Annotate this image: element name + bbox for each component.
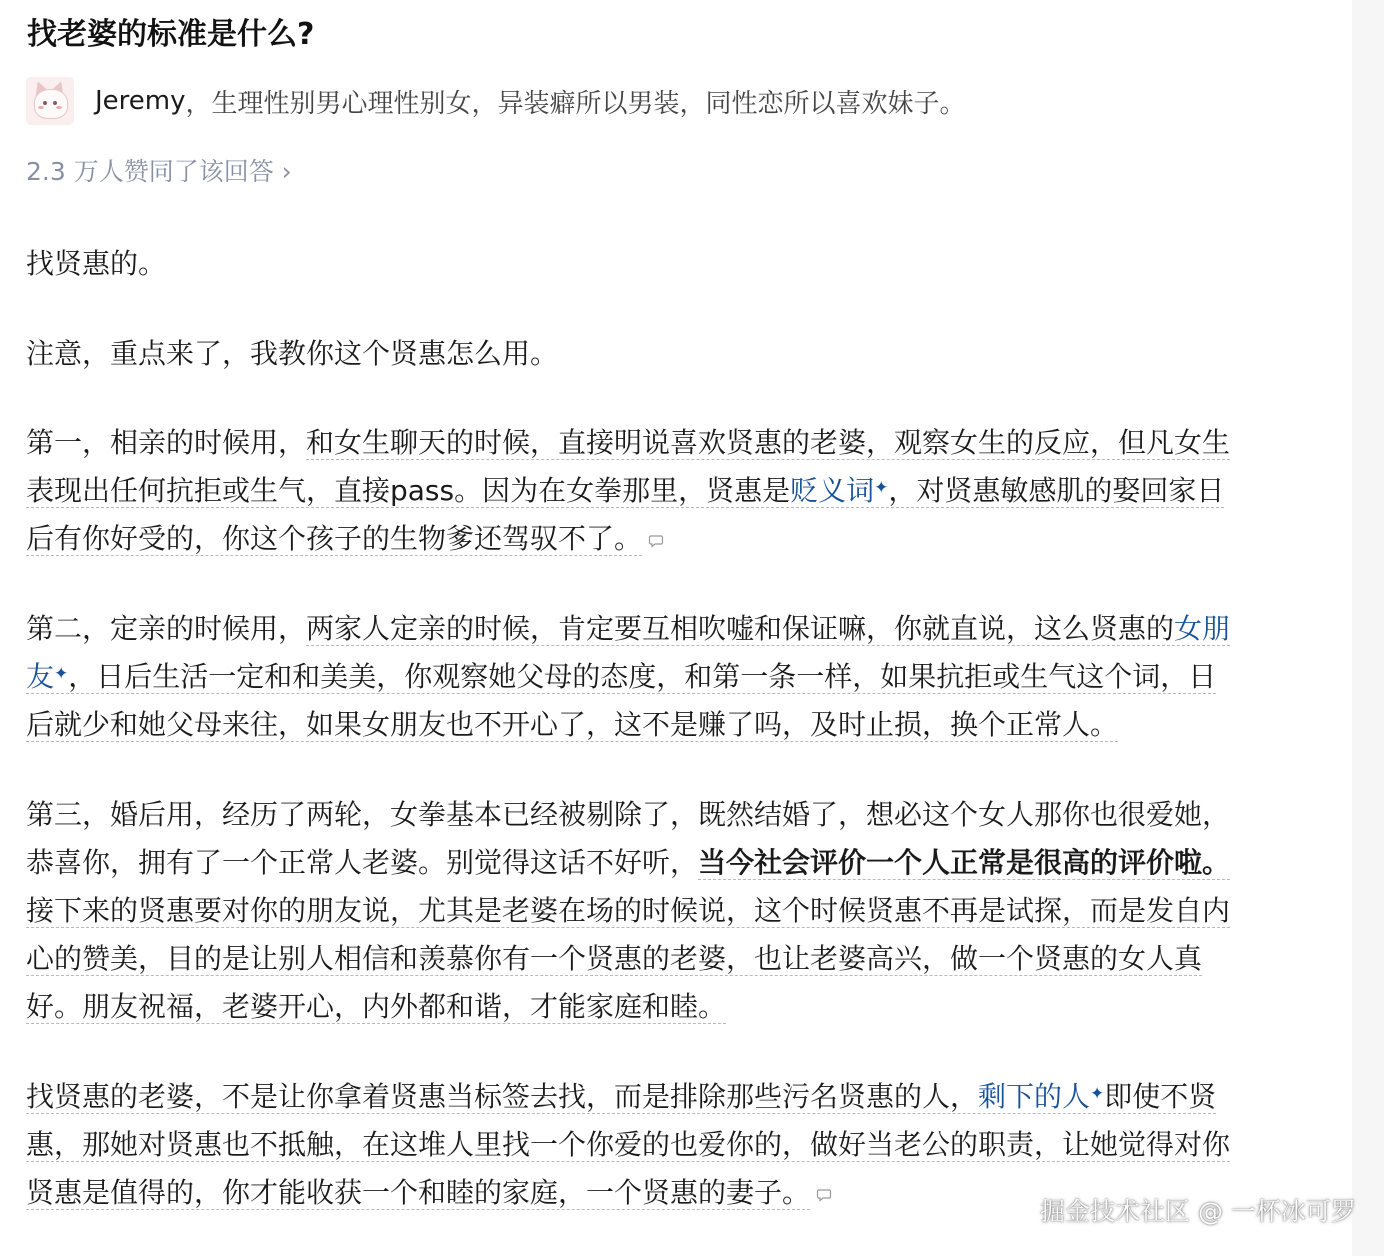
keyword-link-bianyici[interactable]: 贬义词 [790, 474, 875, 507]
author-info [26, 75, 966, 127]
paragraph-text: 即使不贤 [1104, 1080, 1217, 1113]
annotated-text[interactable]: 和女生聊天的时候，直接明说喜欢贤惠的老婆，观察女生的反应，但凡女生 [306, 426, 1231, 459]
paragraph-text: ，日后生活一定和和美美，你观察她父母的态度，和第一条一样，如果抗拒或生气这个词，日 [68, 660, 1217, 693]
annotated-text[interactable] [26, 1080, 1216, 1114]
paragraph-line [26, 515, 1326, 563]
author-bio: ，生理性别男心理性别女，异装癖所以男装，同性恋所以喜欢妹子。 [185, 88, 966, 119]
paragraph-text: 第二，定亲的时候用， [26, 612, 307, 645]
watermark: 掘金技术社区 @ 一杯冰可罗 [1040, 1197, 1356, 1226]
paragraph-line [26, 419, 1326, 467]
avatar-blush [56, 106, 62, 109]
right-scroll-gutter [1352, 0, 1384, 1256]
annotated-text[interactable] [26, 474, 1224, 508]
annotated-text[interactable]: 后就少和她父母来往，如果女朋友也不开心了，这不是赚了吗，及时止损，换个正常人。 [26, 708, 1119, 741]
answer-paragraph-1 [26, 240, 1326, 288]
author-avatar[interactable] [26, 77, 74, 125]
avatar-eye [43, 101, 47, 105]
paragraph-line [26, 701, 1326, 749]
paragraph-text: 两家人定亲的时候，肯定要互相吹嘘和保证嘛，你就直说，这么贤惠的 [306, 612, 1175, 645]
annotated-text[interactable]: 贤惠是值得的，你才能收获一个和睦的家庭，一个贤惠的妻子。 [26, 1176, 811, 1209]
avatar-blush [38, 106, 44, 109]
paragraph-text: 表现出任何抗拒或生气，直接pass。因为在女拳那里，贤惠是 [26, 474, 791, 507]
vote-count-link[interactable]: 2.3 万人赞同了该回答 › [26, 157, 292, 186]
comment-bubble-icon[interactable] [816, 1170, 832, 1218]
keyword-link-nvpengyou-cont[interactable]: 友 [26, 660, 55, 693]
paragraph-text: 找贤惠的老婆，不是让你拿着贤惠当标签去找，而是排除那些污名贤惠的人， [26, 1080, 979, 1113]
annotated-text[interactable]: 接下来的贤惠要对你的朋友说，尤其是老婆在场的时候说，这个时候贤惠不再是试探，而是发自内 [26, 894, 1231, 927]
paragraph-line [26, 605, 1326, 653]
paragraph-text: 恭喜你，拥有了一个正常人老婆。别觉得这话不好听， [26, 846, 699, 879]
answer-paragraph-4 [26, 605, 1326, 749]
author-name[interactable]: Jeremy [95, 86, 186, 116]
avatar-face [34, 89, 68, 119]
paragraph-text: 第一，相亲的时候用， [26, 426, 307, 459]
paragraph-text: 找贤惠的。 [26, 247, 167, 280]
answer-paragraph-2 [26, 330, 1326, 378]
annotated-text[interactable]: 心的赞美，目的是让别人相信和羡慕你有一个贤惠的老婆，也让老婆高兴，做一个贤惠的女人真 [26, 942, 1203, 975]
keyword-star-icon: ✦ [54, 664, 69, 684]
paragraph-line [26, 887, 1326, 935]
paragraph-line [26, 653, 1326, 701]
keyword-link-nvpengyou[interactable]: 女朋 [1174, 612, 1231, 645]
paragraph-text: 注意，重点来了，我教你这个贤惠怎么用。 [26, 337, 559, 370]
comment-bubble-icon[interactable] [648, 516, 664, 564]
question-title[interactable]: 找老婆的标准是什么? [27, 17, 315, 52]
annotated-text[interactable]: 惠，那她对贤惠也不抵触，在这堆人里找一个你爱的也爱你的，做好当老公的职责，让她觉得对你 [26, 1128, 1231, 1161]
annotated-text[interactable]: 后有你好受的，你这个孩子的生物爹还驾驭不了。 [26, 522, 643, 555]
paragraph-line [26, 935, 1326, 983]
avatar-eye [53, 101, 57, 105]
annotated-text[interactable] [306, 612, 1230, 646]
annotated-bold-text[interactable]: 当今社会评价一个人正常是很高的评价啦。 [698, 846, 1231, 879]
paragraph-line [26, 467, 1326, 515]
paragraph-text: ，对贤惠敏感肌的娶回家日 [888, 474, 1225, 507]
annotated-text[interactable] [26, 660, 1216, 694]
paragraph-line [26, 1073, 1326, 1121]
answer-paragraph-5 [26, 791, 1326, 1031]
paragraph-line [26, 839, 1326, 887]
paragraph-line [26, 1121, 1326, 1169]
answer-paragraph-3 [26, 419, 1326, 563]
keyword-star-icon: ✦ [1090, 1084, 1105, 1104]
paragraph-text: 第三，婚后用，经历了两轮，女拳基本已经被剔除了，既然结婚了，想必这个女人那你也很爱她， [26, 798, 1231, 831]
keyword-star-icon: ✦ [874, 478, 889, 498]
keyword-link-shengxiaderen[interactable]: 剩下的人 [978, 1080, 1091, 1113]
paragraph-line [26, 983, 1326, 1031]
annotated-text[interactable]: 好。朋友祝福，老婆开心，内外都和谐，才能家庭和睦。 [26, 990, 727, 1023]
